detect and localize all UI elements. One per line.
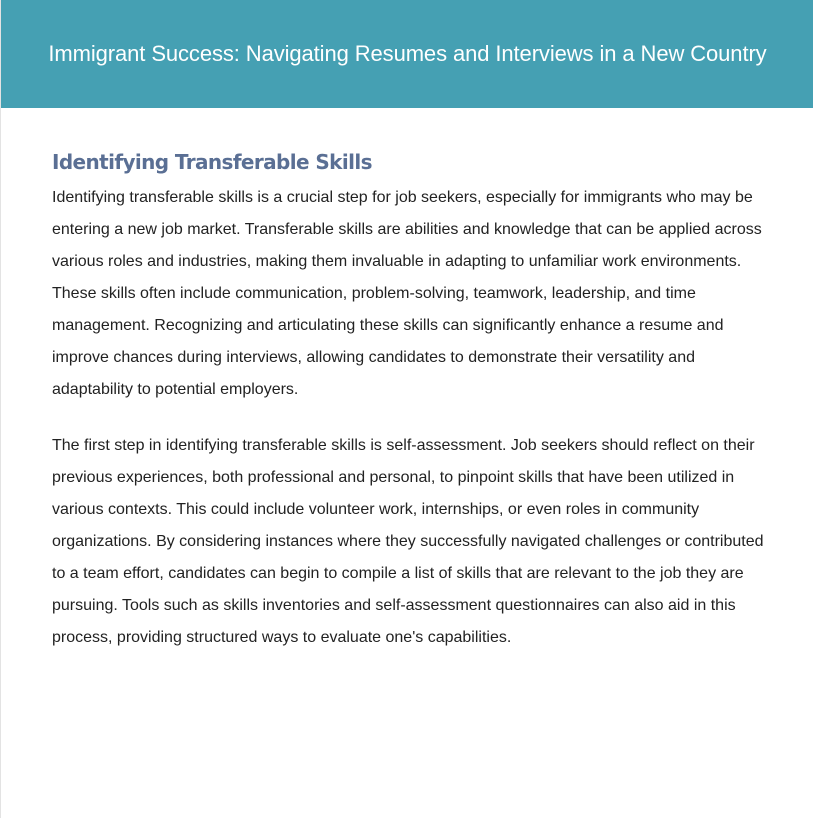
article-content: [52, 148, 777, 654]
paragraph-2: The first step in identifying transferable skills is self-assessment. Job seekers should reflect on their previous experiences, both professional and personal, to pinpoint skills that have been utilized in various contexts. This could include volunteer work, internships, or even roles in community organizations. By considering instances where they successfully navigated challenges or contributed to a team effort, candidates can begin to compile a list of skills that are relevant to the job they are pursuing. Tools such as skills inventories and self-assessment questionnaires can also aid in this process, providing structured ways to evaluate one's capabilities.: [52, 437, 764, 646]
header-banner: [1, 0, 813, 108]
section-heading: Identifying Transferable Skills: [52, 150, 372, 174]
paragraph-1: Identifying transferable skills is a crucial step for job seekers, especially for immigrants who may be entering a new job market. Transferable skills are abilities and knowledge that can be applied across various roles and industries, making them invaluable in adapting to unfamiliar work environments. These skills often include communication, problem-solving, teamwork, leadership, and time management. Recognizing and articulating these skills can significantly enhance a resume and improve chances during interviews, allowing candidates to demonstrate their versatility and adaptability to potential employers.: [52, 189, 762, 398]
page-title: Immigrant Success: Navigating Resumes and Interviews in a New Country: [48, 41, 767, 66]
